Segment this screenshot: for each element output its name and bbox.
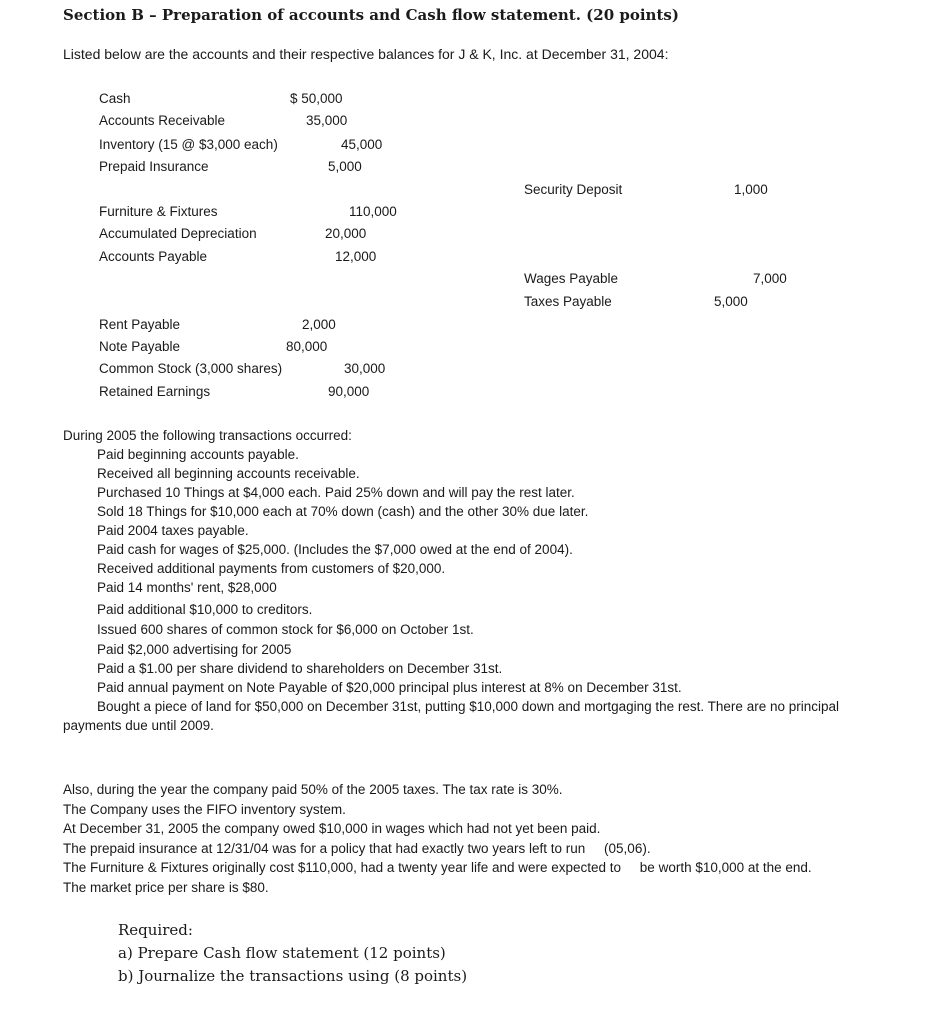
account-amount: 90,000 [328, 384, 370, 399]
transaction-item: Received all beginning accounts receivable. [97, 466, 360, 481]
account-name: Inventory (15 @ $3,000 each) [99, 137, 278, 152]
required-section [118, 919, 467, 988]
required-text: Prepare Cash flow statement (12 points) [137, 944, 446, 962]
account-name: Note Payable [99, 339, 181, 354]
note-line: Also, during the year the company paid 50% of the 2005 taxes. The tax rate is 30%. [63, 782, 563, 797]
account-amount: 30,000 [344, 361, 386, 376]
transaction-item: Purchased 10 Things at $4,000 each. Paid 25% down and will pay the rest later. [97, 485, 575, 500]
account-amount: 5,000 [328, 159, 362, 174]
account-amount: 45,000 [341, 137, 383, 152]
account-name: Wages Payable [524, 271, 619, 286]
note-line: The Furniture & Fixtures originally cost $110,000, had a twenty year life and were expected to be worth $10,000 at the end. [63, 860, 812, 875]
transaction-item: Sold 18 Things for $10,000 each at 70% down (cash) and the other 30% due later. [97, 504, 589, 519]
required-text: Journalize the transactions using (8 points) [138, 967, 468, 985]
account-name: Security Deposit [524, 182, 623, 197]
section-title: Section B – Preparation of accounts and Cash flow statement. (20 points) [63, 6, 679, 24]
account-amount: 2,000 [302, 317, 336, 332]
account-amount: 20,000 [325, 226, 367, 241]
account-name: Retained Earnings [99, 384, 211, 399]
transaction-item: Paid additional $10,000 to creditors. [97, 602, 313, 617]
transaction-item: Received additional payments from customers of $20,000. [97, 561, 446, 576]
note-line: At December 31, 2005 the company owed $10,000 in wages which had not yet been paid. [63, 821, 601, 836]
transaction-item: Paid beginning accounts payable. [97, 447, 299, 462]
required-item-a [118, 942, 467, 965]
account-amount: 5,000 [714, 294, 748, 309]
note-line: The market price per share is $80. [63, 879, 269, 895]
account-name: Common Stock (3,000 shares) [99, 361, 283, 376]
account-name: Cash [99, 91, 131, 106]
transaction-item: Paid 14 months' rent, $28,000 [97, 580, 277, 595]
account-amount: $ 50,000 [290, 91, 343, 106]
account-amount: 7,000 [753, 271, 787, 286]
account-name: Accounts Payable [99, 249, 208, 264]
transaction-item: Paid 2004 taxes payable. [97, 523, 249, 538]
account-name: Accumulated Depreciation [99, 226, 257, 241]
account-name: Rent Payable [99, 317, 181, 332]
required-item-b [118, 965, 467, 988]
transaction-item: Paid a $1.00 per share dividend to shareholders on December 31st. [97, 661, 503, 676]
required-heading: Required: [118, 921, 193, 939]
account-amount: 1,000 [734, 182, 768, 197]
notes-section [63, 780, 812, 897]
account-name: Accounts Receivable [99, 113, 226, 128]
required-letter: b) [118, 967, 134, 985]
transaction-item: Paid annual payment on Note Payable of $20,000 principal plus interest at 8% on December 31st. [97, 680, 682, 695]
account-name: Furniture & Fixtures [99, 204, 218, 219]
transaction-item: Bought a piece of land for $50,000 on December 31st, putting $10,000 down and mortgaging the rest. There are no principal [97, 699, 839, 714]
transactions-section [63, 426, 839, 735]
transaction-item: Paid $2,000 advertising for 2005 [97, 642, 292, 657]
note-line: The prepaid insurance at 12/31/04 was for a policy that had exactly two years left to run (05,06). [63, 840, 651, 856]
required-letter: a) [118, 944, 133, 962]
note-line: The Company uses the FIFO inventory system. [63, 801, 346, 817]
account-amount: 35,000 [306, 113, 348, 128]
account-amount: 110,000 [349, 204, 397, 219]
transaction-item: Issued 600 shares of common stock for $6,000 on October 1st. [97, 622, 474, 637]
transaction-item: Paid cash for wages of $25,000. (Includes the $7,000 owed at the end of 2004). [97, 542, 573, 557]
account-name: Prepaid Insurance [99, 159, 209, 174]
account-name: Taxes Payable [524, 294, 612, 309]
intro-text: Listed below are the accounts and their respective balances for J & K, Inc. at December 31, 2004: [63, 46, 669, 62]
account-amount: 12,000 [335, 249, 377, 264]
account-amount: 80,000 [286, 339, 328, 354]
transactions-heading: During 2005 the following transactions occurred: [63, 428, 352, 443]
transaction-item-continued: payments due until 2009. [63, 718, 214, 733]
